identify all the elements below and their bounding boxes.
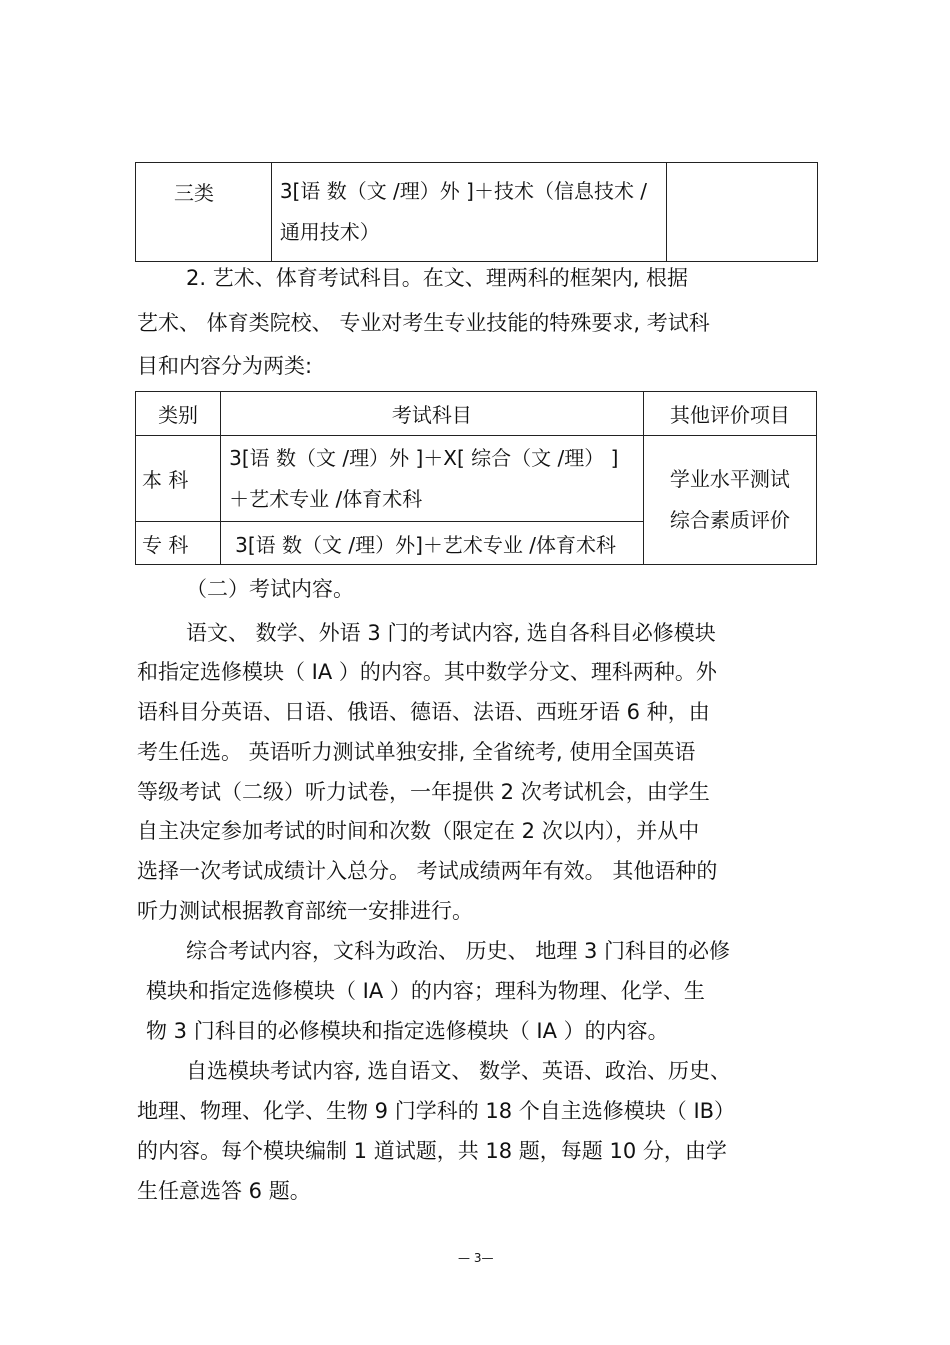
table1-subjects-line1: 3[语 数（文 /理）外 ]＋技术（信息技术 / bbox=[279, 179, 648, 203]
table2-other-line2: 综合素质评价 bbox=[669, 508, 790, 532]
subject-table-1 bbox=[135, 162, 818, 262]
table2-other-line1: 学业水平测试 bbox=[669, 467, 790, 491]
table2-header-subjects: 考试科目 bbox=[221, 392, 644, 436]
table2-header-category: 类别 bbox=[136, 392, 221, 436]
para3-line1: 综合考试内容，文科为政治、 历史、 地理 3 门科目的必修 bbox=[186, 939, 731, 963]
table2-row-label-benke: 本 科 bbox=[136, 436, 221, 522]
section-heading: （二）考试内容。 bbox=[186, 577, 354, 601]
para3-line2: 模块和指定选修模块（ IA ）的内容；理科为物理、化学、生 bbox=[146, 979, 705, 1003]
table1-subjects-line2: 通用技术） bbox=[279, 220, 380, 244]
para1-line1: 2. 艺术、体育考试科目。在文、理两科的框架内, 根据 bbox=[186, 266, 689, 290]
table2-row-subjects-benke bbox=[221, 436, 644, 522]
table1-row-label: 三类 bbox=[136, 163, 272, 262]
para2-line3: 语科目分英语、日语、俄语、德语、法语、西班牙语 6 种，由 bbox=[137, 700, 710, 724]
table1-other-cell bbox=[667, 163, 818, 262]
para2-line6: 自主决定参加考试的时间和次数（限定在 2 次以内），并从中 bbox=[137, 819, 700, 843]
para4-line4: 生任意选答 6 题。 bbox=[137, 1179, 311, 1203]
table2-header-other: 其他评价项目 bbox=[643, 392, 816, 436]
para2-line5: 等级考试（二级）听力试卷，一年提供 2 次考试机会，由学生 bbox=[137, 780, 710, 804]
table2-other-evaluation bbox=[643, 436, 816, 565]
para2-line8: 听力测试根据教育部统一安排进行。 bbox=[137, 899, 473, 923]
para1-line2: 艺术、 体育类院校、 专业对考生专业技能的特殊要求, 考试科 bbox=[137, 311, 710, 335]
table2-benke-line2: ＋艺术专业 /体育术科 bbox=[229, 486, 423, 511]
para4-line3: 的内容。每个模块编制 1 道试题，共 18 题，每题 10 分，由学 bbox=[137, 1139, 727, 1163]
subject-table-2 bbox=[135, 391, 817, 565]
para2-line7: 选择一次考试成绩计入总分。 考试成绩两年有效。 其他语种的 bbox=[137, 859, 718, 883]
table2-benke-line1: 3[语 数（文 /理）外 ]＋X[ 综合（文 /理） ] bbox=[229, 445, 619, 470]
para2-line4: 考生任选。 英语听力测试单独安排, 全省统考, 使用全国英语 bbox=[137, 740, 696, 764]
table2-row-label-zhuanke: 专 科 bbox=[136, 522, 221, 565]
table1-subjects-cell bbox=[271, 163, 666, 262]
table2-row-subjects-zhuanke: 3[语 数（文 /理）外]＋艺术专业 /体育术科 bbox=[221, 522, 644, 565]
para2-line1: 语文、 数学、外语 3 门的考试内容, 选自各科目必修模块 bbox=[186, 621, 716, 645]
para1-line3: 目和内容分为两类: bbox=[137, 354, 313, 378]
para2-line2: 和指定选修模块（ IA ）的内容。其中数学分文、理科两种。外 bbox=[137, 660, 717, 684]
para3-line3: 物 3 门科目的必修模块和指定选修模块（ IA ）的内容。 bbox=[146, 1019, 669, 1043]
para4-line2: 地理、物理、化学、生物 9 门学科的 18 个自主选修模块（ IB） bbox=[137, 1099, 736, 1123]
para4-line1: 自选模块考试内容, 选自语文、 数学、英语、政治、历史、 bbox=[186, 1059, 732, 1083]
page-number: — 3— bbox=[458, 1251, 494, 1265]
